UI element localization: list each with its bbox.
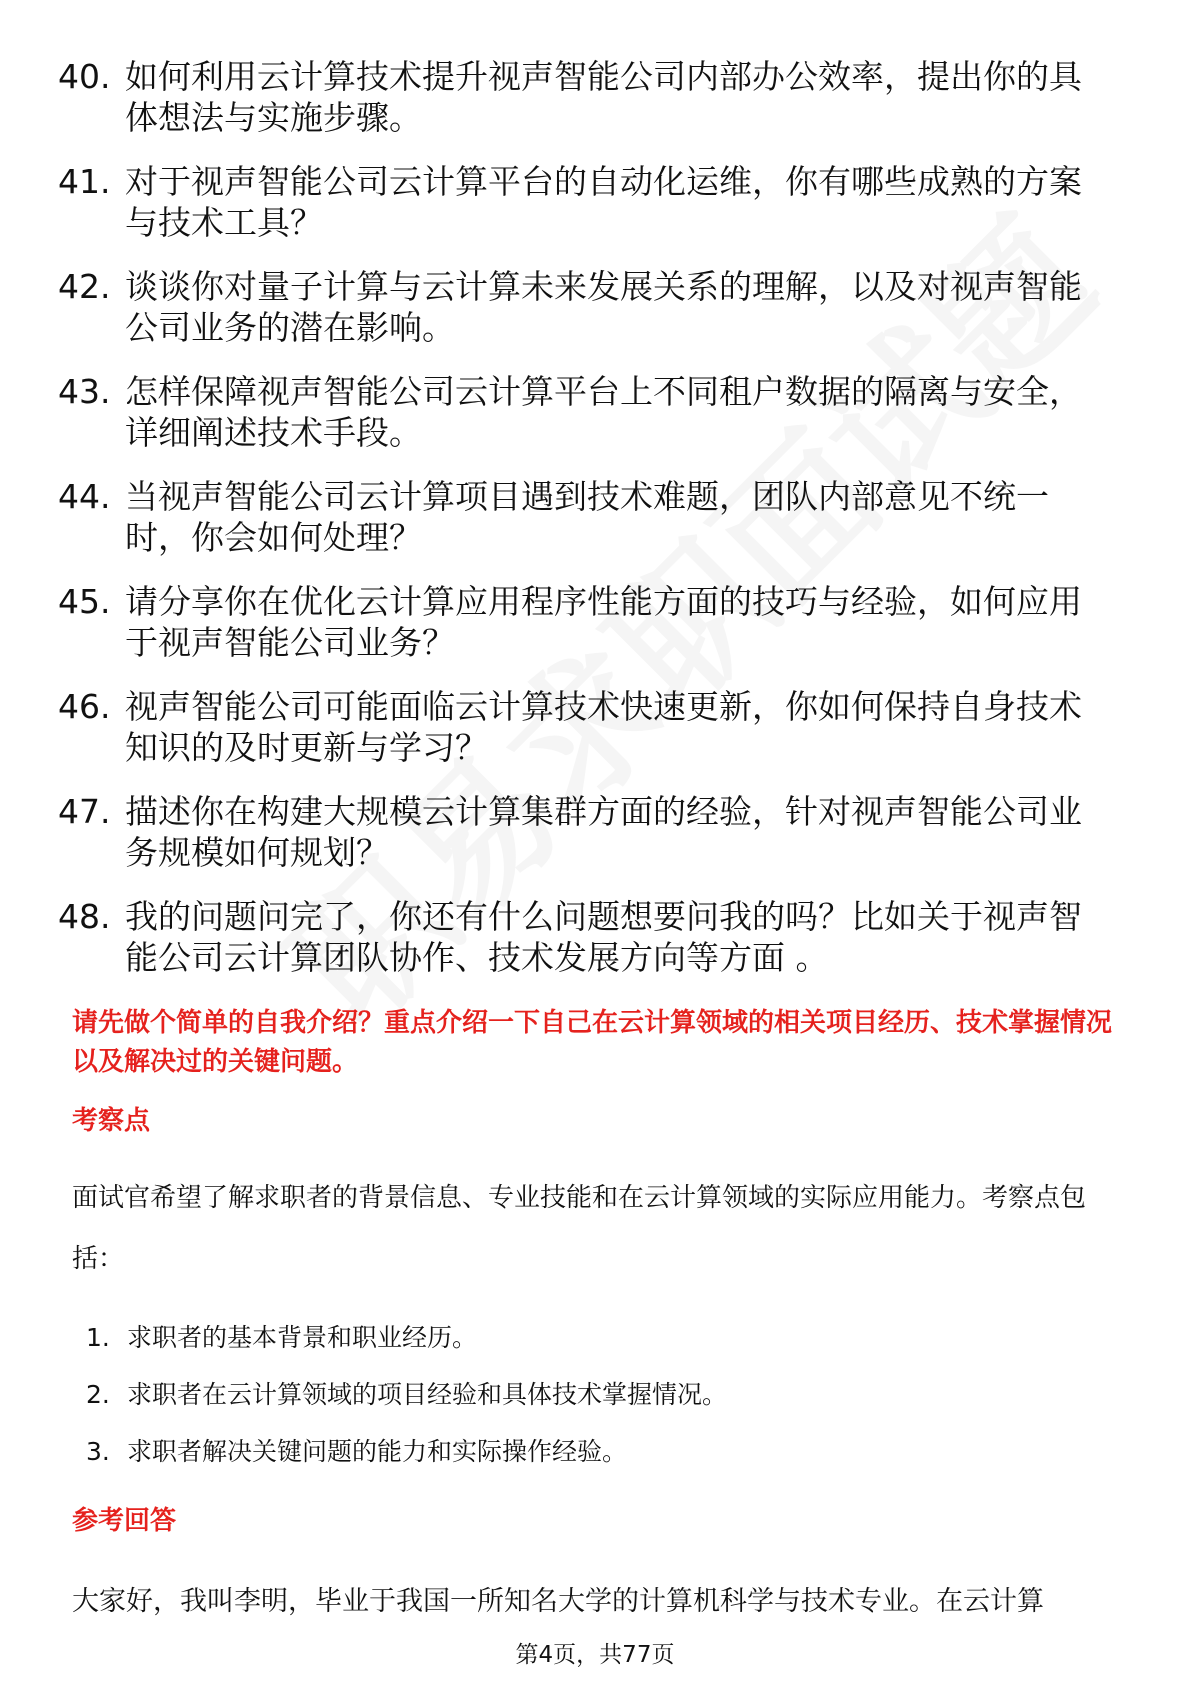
exam-point-item: [0, 1436, 1190, 1493]
question-item: [0, 56, 1190, 138]
question-item: [0, 686, 1190, 768]
exam-point-text: 求职者在云计算领域的项目经验和具体技术掌握情况。: [127, 1380, 728, 1409]
exam-point-number: 1.: [86, 1323, 110, 1352]
exam-point-text: 求职者的基本背景和职业经历。: [127, 1323, 478, 1352]
question-text: 我的问题问完了，你还有什么问题想要问我的吗？比如关于视声智能公司云计算团队协作、技术发展方向等方面 。: [125, 897, 1082, 977]
question-number: 44.: [58, 477, 111, 516]
question-number: 43.: [58, 372, 111, 411]
page-footer: 第4页，共77页: [515, 1642, 675, 1668]
question-text: 视声智能公司可能面临云计算技术快速更新，你如何保持自身技术知识的及时更新与学习？: [125, 687, 1082, 767]
question-number: 46.: [58, 687, 111, 726]
exam-point-item: [0, 1379, 1190, 1436]
question-text: 谈谈你对量子计算与云计算未来发展关系的理解，以及对视声智能公司业务的潜在影响。: [125, 267, 1082, 347]
question-number: 40.: [58, 57, 111, 96]
question-number: 45.: [58, 582, 111, 621]
question-text: 怎样保障视声智能公司云计算平台上不同租户数据的隔离与安全，详细阐述技术手段。: [125, 372, 1082, 452]
question-item: [0, 476, 1190, 558]
question-item: [0, 896, 1190, 978]
question-item: [0, 791, 1190, 873]
question-number: 41.: [58, 162, 111, 201]
exam-point-number: 2.: [86, 1380, 110, 1409]
question-text: 请分享你在优化云计算应用程序性能方面的技巧与经验，如何应用于视声智能公司业务？: [125, 582, 1082, 662]
reference-answer-text: 大家好，我叫李明，毕业于我国一所知名大学的计算机科学与技术专业。在云计算: [72, 1586, 1044, 1617]
question-number: 42.: [58, 267, 111, 306]
highlighted-question: 请先做个简单的自我介绍？重点介绍一下自己在云计算领域的相关项目经历、技术掌握情况以及解决过的关键问题。: [72, 1008, 1113, 1077]
question-text: 当视声智能公司云计算项目遇到技术难题，团队内部意见不统一时，你会如何处理？: [125, 477, 1049, 557]
question-text: 描述你在构建大规模云计算集群方面的经验，针对视声智能公司业务规模如何规划？: [125, 792, 1082, 872]
question-number: 48.: [58, 897, 111, 936]
exam-points-intro: 面试官希望了解求职者的背景信息、专业技能和在云计算领域的实际应用能力。考察点包括：: [72, 1183, 1087, 1274]
exam-points-list: [0, 1322, 1190, 1493]
exam-point-item: [0, 1322, 1190, 1379]
question-list: [0, 56, 1190, 1001]
question-number: 47.: [58, 792, 111, 831]
question-item: [0, 266, 1190, 348]
question-item: [0, 371, 1190, 453]
exam-points-title: 考察点: [72, 1106, 151, 1136]
question-item: [0, 161, 1190, 243]
reference-answer-title: 参考回答: [72, 1506, 177, 1536]
exam-point-text: 求职者解决关键问题的能力和实际操作经验。: [127, 1437, 628, 1466]
question-item: [0, 581, 1190, 663]
question-text: 如何利用云计算技术提升视声智能公司内部办公效率，提出你的具体想法与实施步骤。: [125, 57, 1082, 137]
question-text: 对于视声智能公司云计算平台的自动化运维，你有哪些成熟的方案与技术工具？: [125, 162, 1082, 242]
exam-point-number: 3.: [86, 1437, 110, 1466]
